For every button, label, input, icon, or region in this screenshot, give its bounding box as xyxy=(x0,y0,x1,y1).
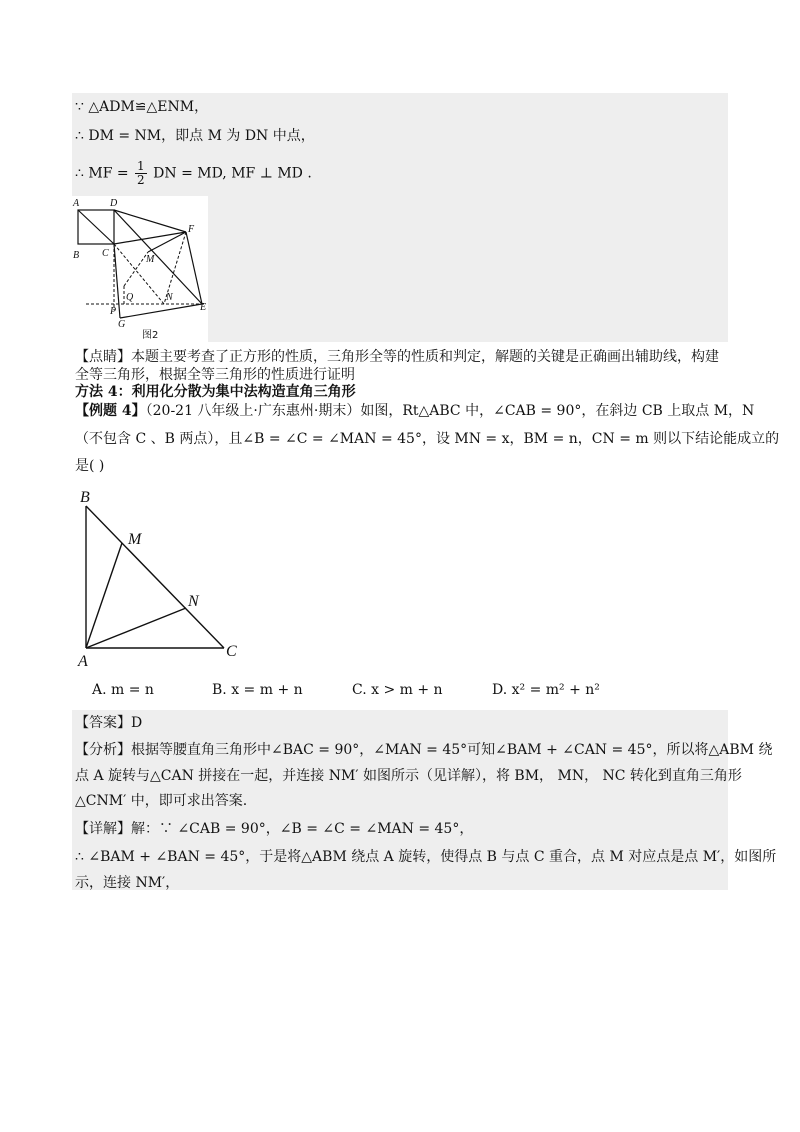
dianjing-line-2: 全等三角形，根据全等三角形的性质进行证明 xyxy=(75,367,355,383)
fig1-label-m: M xyxy=(146,254,155,265)
fig1-label-b: B xyxy=(73,250,80,261)
option-c: C. x > m + n xyxy=(352,682,443,698)
proof-line-2: ∴ DM = NM，即点 M 为 DN 中点， xyxy=(75,128,315,144)
analysis-line-3: △CNM′ 中，即可求出答案. xyxy=(75,793,248,809)
option-b: B. x = m + n xyxy=(212,682,303,698)
dianjing-line-1: 【点睛】本题主要考查了正方形的性质，三角形全等的性质和判定，解题的关键是正确画出辅助线，构建 xyxy=(75,349,719,365)
geometry-figure-2 xyxy=(72,486,262,668)
fraction-numerator: 1 xyxy=(137,159,145,173)
fig1-label-a: A xyxy=(73,198,80,209)
detail-line-1: 【详解】解：∵ ∠CAB = 90°，∠B = ∠C = ∠MAN = 45°， xyxy=(75,821,474,837)
fraction-denominator: 2 xyxy=(137,173,145,187)
fig1-label-d: D xyxy=(110,198,118,209)
fig2-label-b: B xyxy=(80,489,90,506)
detail-line-2: ∴ ∠BAM + ∠BAN = 45°，于是将△ABM 绕点 A 旋转，使得点 B 与点 C 重合，点 M 对应点是点 M′，如图所 xyxy=(75,849,777,865)
detail-line-3: 示，连接 NM′， xyxy=(75,875,180,891)
fig1-label-q: Q xyxy=(126,292,134,303)
answer-line: 【答案】D xyxy=(75,715,143,731)
fig1-label-n: N xyxy=(166,292,173,303)
proof-line-3 xyxy=(75,160,312,187)
fig2-label-c: C xyxy=(226,643,237,660)
example-4-line-1 xyxy=(75,402,754,420)
fig1-label-e: E xyxy=(200,302,207,313)
proof-line-3b: DN = MD, MF ⊥ MD . xyxy=(153,165,312,182)
option-a: A. m = n xyxy=(92,682,154,698)
fig1-label-f: F xyxy=(188,224,195,235)
figure-1-svg xyxy=(72,196,208,342)
proof-line-1: ∵ △ADM≌△ENM， xyxy=(75,99,209,115)
example-4-line-2: （不包含 C 、B 两点），且∠B = ∠C = ∠MAN = 45°，设 MN = x，BM = n，CN = m 则以下结论能成立的 xyxy=(75,431,780,447)
example-4-tag: 【例题 4】 xyxy=(75,403,146,419)
example-4-text-1: （20-21 八年级上·广东惠州·期末）如图，Rt△ABC 中，∠CAB = 90°，在斜边 CB 上取点 M，N xyxy=(145,403,755,419)
fraction xyxy=(135,160,147,187)
proof-line-3a: ∴ MF = xyxy=(75,165,129,182)
fig2-label-a: A xyxy=(78,653,88,668)
analysis-line-1: 【分析】根据等腰直角三角形中∠BAC = 90°，∠MAN = 45°可知∠BAM + ∠CAN = 45°，所以将△ABM 绕 xyxy=(75,742,773,758)
method-heading: 方法 4：利用化分散为集中法构造直角三角形 xyxy=(75,384,356,400)
fig2-label-n: N xyxy=(188,593,199,610)
fig2-label-m: M xyxy=(128,531,142,548)
fig1-label-c: C xyxy=(102,248,109,259)
option-d: D. x² = m² + n² xyxy=(492,682,600,698)
example-4-line-3: 是( ) xyxy=(75,458,105,474)
geometry-figure-1 xyxy=(72,196,208,342)
fig1-caption: 图2 xyxy=(142,330,159,341)
analysis-line-2: 点 A 旋转与△CAN 拼接在一起，并连接 NM′ 如图所示（见详解），将 BM， MN， NC 转化到直角三角形 xyxy=(75,768,742,784)
fig1-label-g: G xyxy=(118,319,126,330)
figure-2-svg xyxy=(72,486,262,668)
fig1-label-p: P xyxy=(110,306,117,317)
